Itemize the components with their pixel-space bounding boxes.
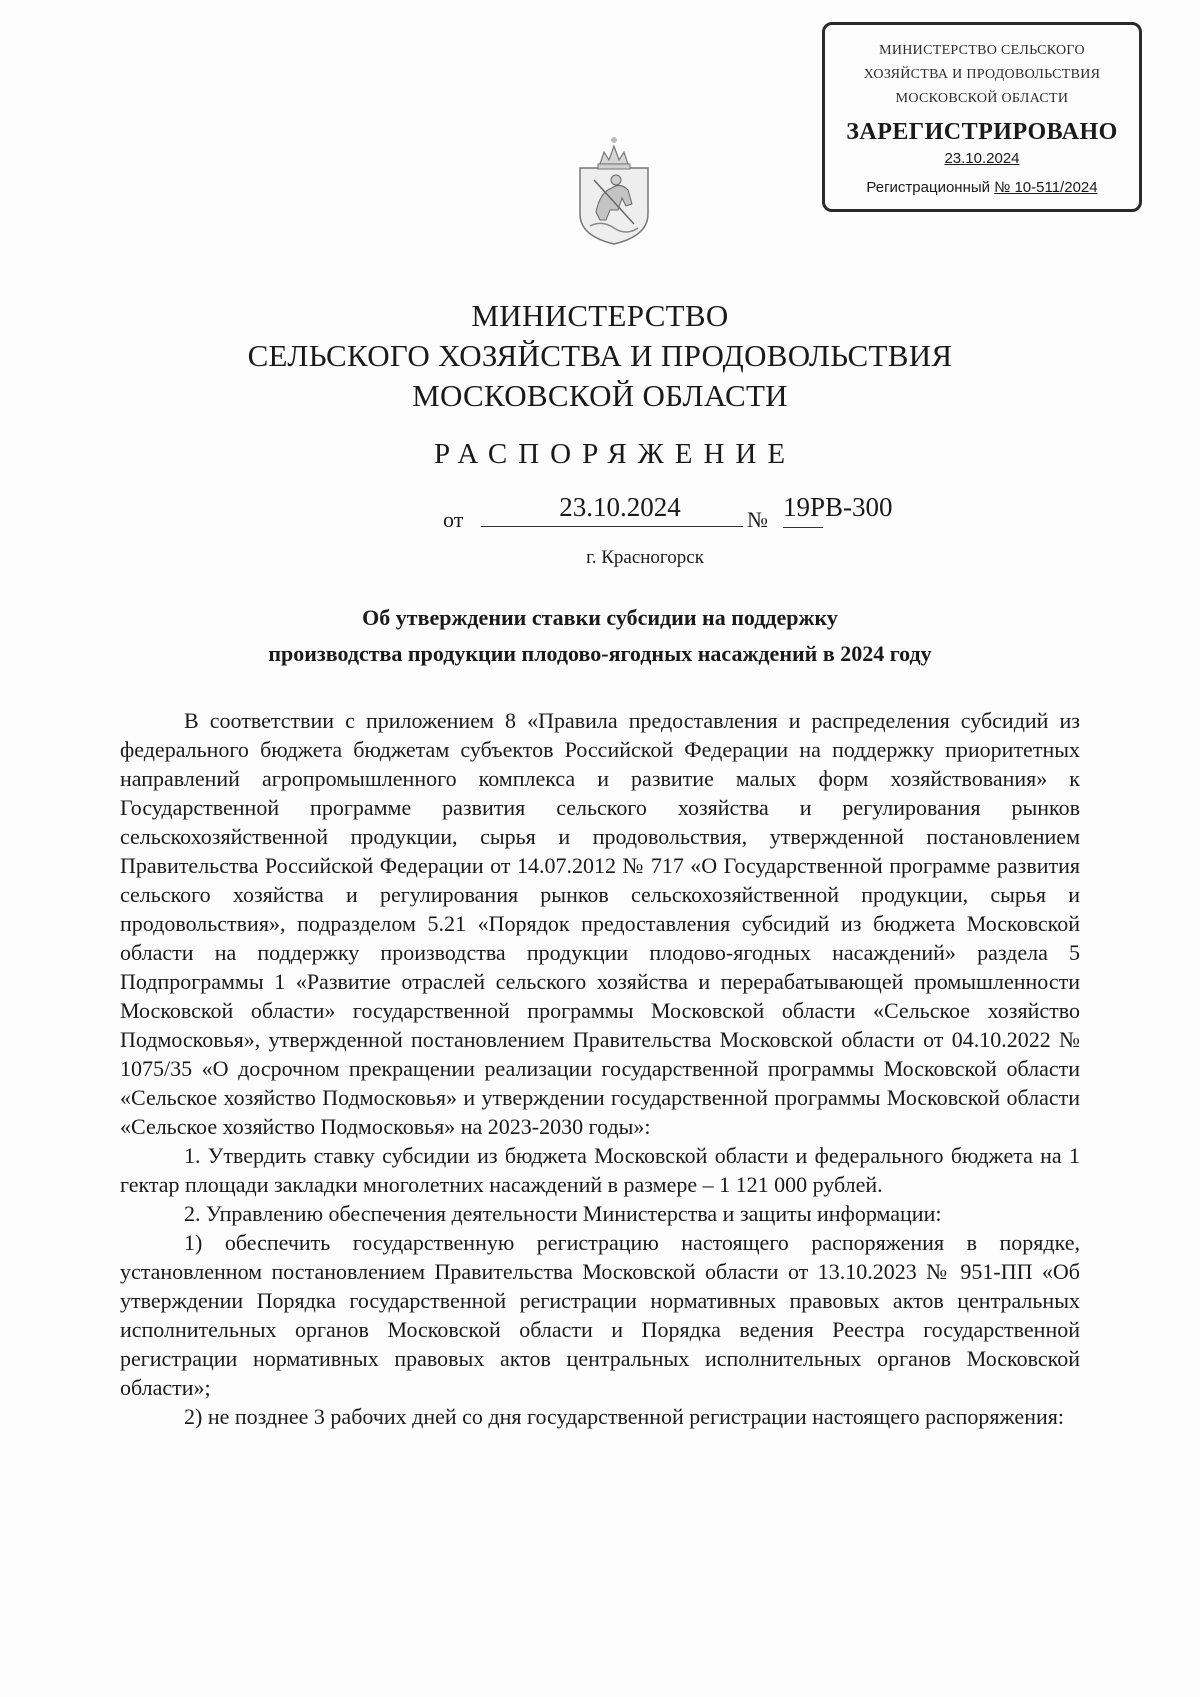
stamp-reg-number: № 10-511/2024: [994, 179, 1098, 196]
stamp-org-line-2: ХОЗЯЙСТВА И ПРОДОВОЛЬСТВИЯ: [863, 67, 1101, 82]
document-city: г. Красногорск: [586, 547, 704, 568]
document-type-title: РАСПОРЯЖЕНИЕ: [433, 438, 797, 470]
ministry-heading-line-1: МИНИСТЕРСТВО: [471, 298, 729, 333]
document-body: [120, 706, 1080, 1431]
number-label: №: [747, 507, 768, 532]
body-item-2-1: 1) обеспечить государственную регистрацию настоящего распоряжения в порядке, установленном постановлением Правительства Московской области от 13.10.2023 № 951-ПП «Об утверждении Порядка государственной регистрации нормативных правовых актов центральных исполнительных органов Московской области и Порядка ведения Реестра государственной регистрации нормативных правовых актов центральных исполнительных органов Московской области»;: [120, 1230, 1080, 1400]
date-number-line: [443, 493, 943, 533]
stamp-reg-prefix: Регистрационный: [866, 179, 995, 196]
stamp-date: 23.10.2024: [944, 150, 1020, 167]
body-item-1: 1. Утвердить ставку субсидии из бюджета Московской области и федерального бюджета на 1 гектар площади закладки многолетних насаждений в размере – 1 121 000 рублей.: [120, 1143, 1080, 1197]
moscow-oblast-coat-of-arms-icon: [576, 128, 652, 248]
registration-stamp: [822, 22, 1142, 212]
date-from-label: от: [443, 507, 464, 532]
document-date: 23.10.2024: [481, 493, 743, 527]
body-item-2-2: 2) не позднее 3 рабочих дней со дня государственной регистрации настоящего распоряжения:: [184, 1404, 1064, 1429]
ministry-heading-line-2: СЕЛЬСКОГО ХОЗЯЙСТВА И ПРОДОВОЛЬСТВИЯ: [247, 338, 953, 373]
body-preamble: В соответствии с приложением 8 «Правила предоставления и распределения субсидий из федерального бюджета бюджетам субъектов Российской Федерации на поддержку приоритетных направлений агропромышленного комплекса и развитие малых форм хозяйствования» к Государственной программе развития сельского хозяйства и регулирования рынков сельскохозяйственной продукции, сырья и продовольствия, утвержденной постановлением Правительства Российской Федерации от 14.07.2012 № 717 «О Государственной программе развития сельского хозяйства и регулирования рынков сельскохозяйственной продукции, сырья и продовольствия», подразделом 5.21 «Порядок предоставления субсидий из бюджета Московской области на поддержку производства продукции плодово-ягодных насаждений» раздела 5 Подпрограммы 1 «Развитие отраслей сельского хозяйства и перерабатывающей промышленности Московской области» государственной программы Московской области «Сельское хозяйство Подмосковья», утвержденной постановлением Правительства Московской области от 04.10.2022 № 1075/35 «О досрочном прекращении реализации государственной программы Московской области «Сельское хозяйство Подмосковья» и утверждении государственной программы Московской области «Сельское хозяйство Подмосковья» на 2023-2030 годы»:: [120, 708, 1080, 1139]
stamp-org-line-3: МОСКОВСКОЙ ОБЛАСТИ: [895, 91, 1069, 106]
stamp-status: ЗАРЕГИСТРИРОВАНО: [846, 119, 1118, 145]
number-underline: [783, 527, 823, 528]
body-item-2: 2. Управлению обеспечения деятельности Министерства и защиты информации:: [184, 1201, 942, 1226]
subject-line-1: Об утверждении ставки субсидии на поддержку: [362, 605, 838, 630]
ministry-heading: [0, 296, 1200, 416]
stamp-registration-line: [825, 179, 1139, 196]
ministry-heading-line-3: МОСКОВСКОЙ ОБЛАСТИ: [412, 378, 788, 413]
stamp-org-line-1: МИНИСТЕРСТВО СЕЛЬСКОГО: [879, 43, 1085, 58]
document-subject: [120, 600, 1080, 672]
document-number: 19РВ-300: [783, 492, 893, 522]
subject-line-2: производства продукции плодово-ягодных насаждений в 2024 году: [268, 641, 932, 666]
